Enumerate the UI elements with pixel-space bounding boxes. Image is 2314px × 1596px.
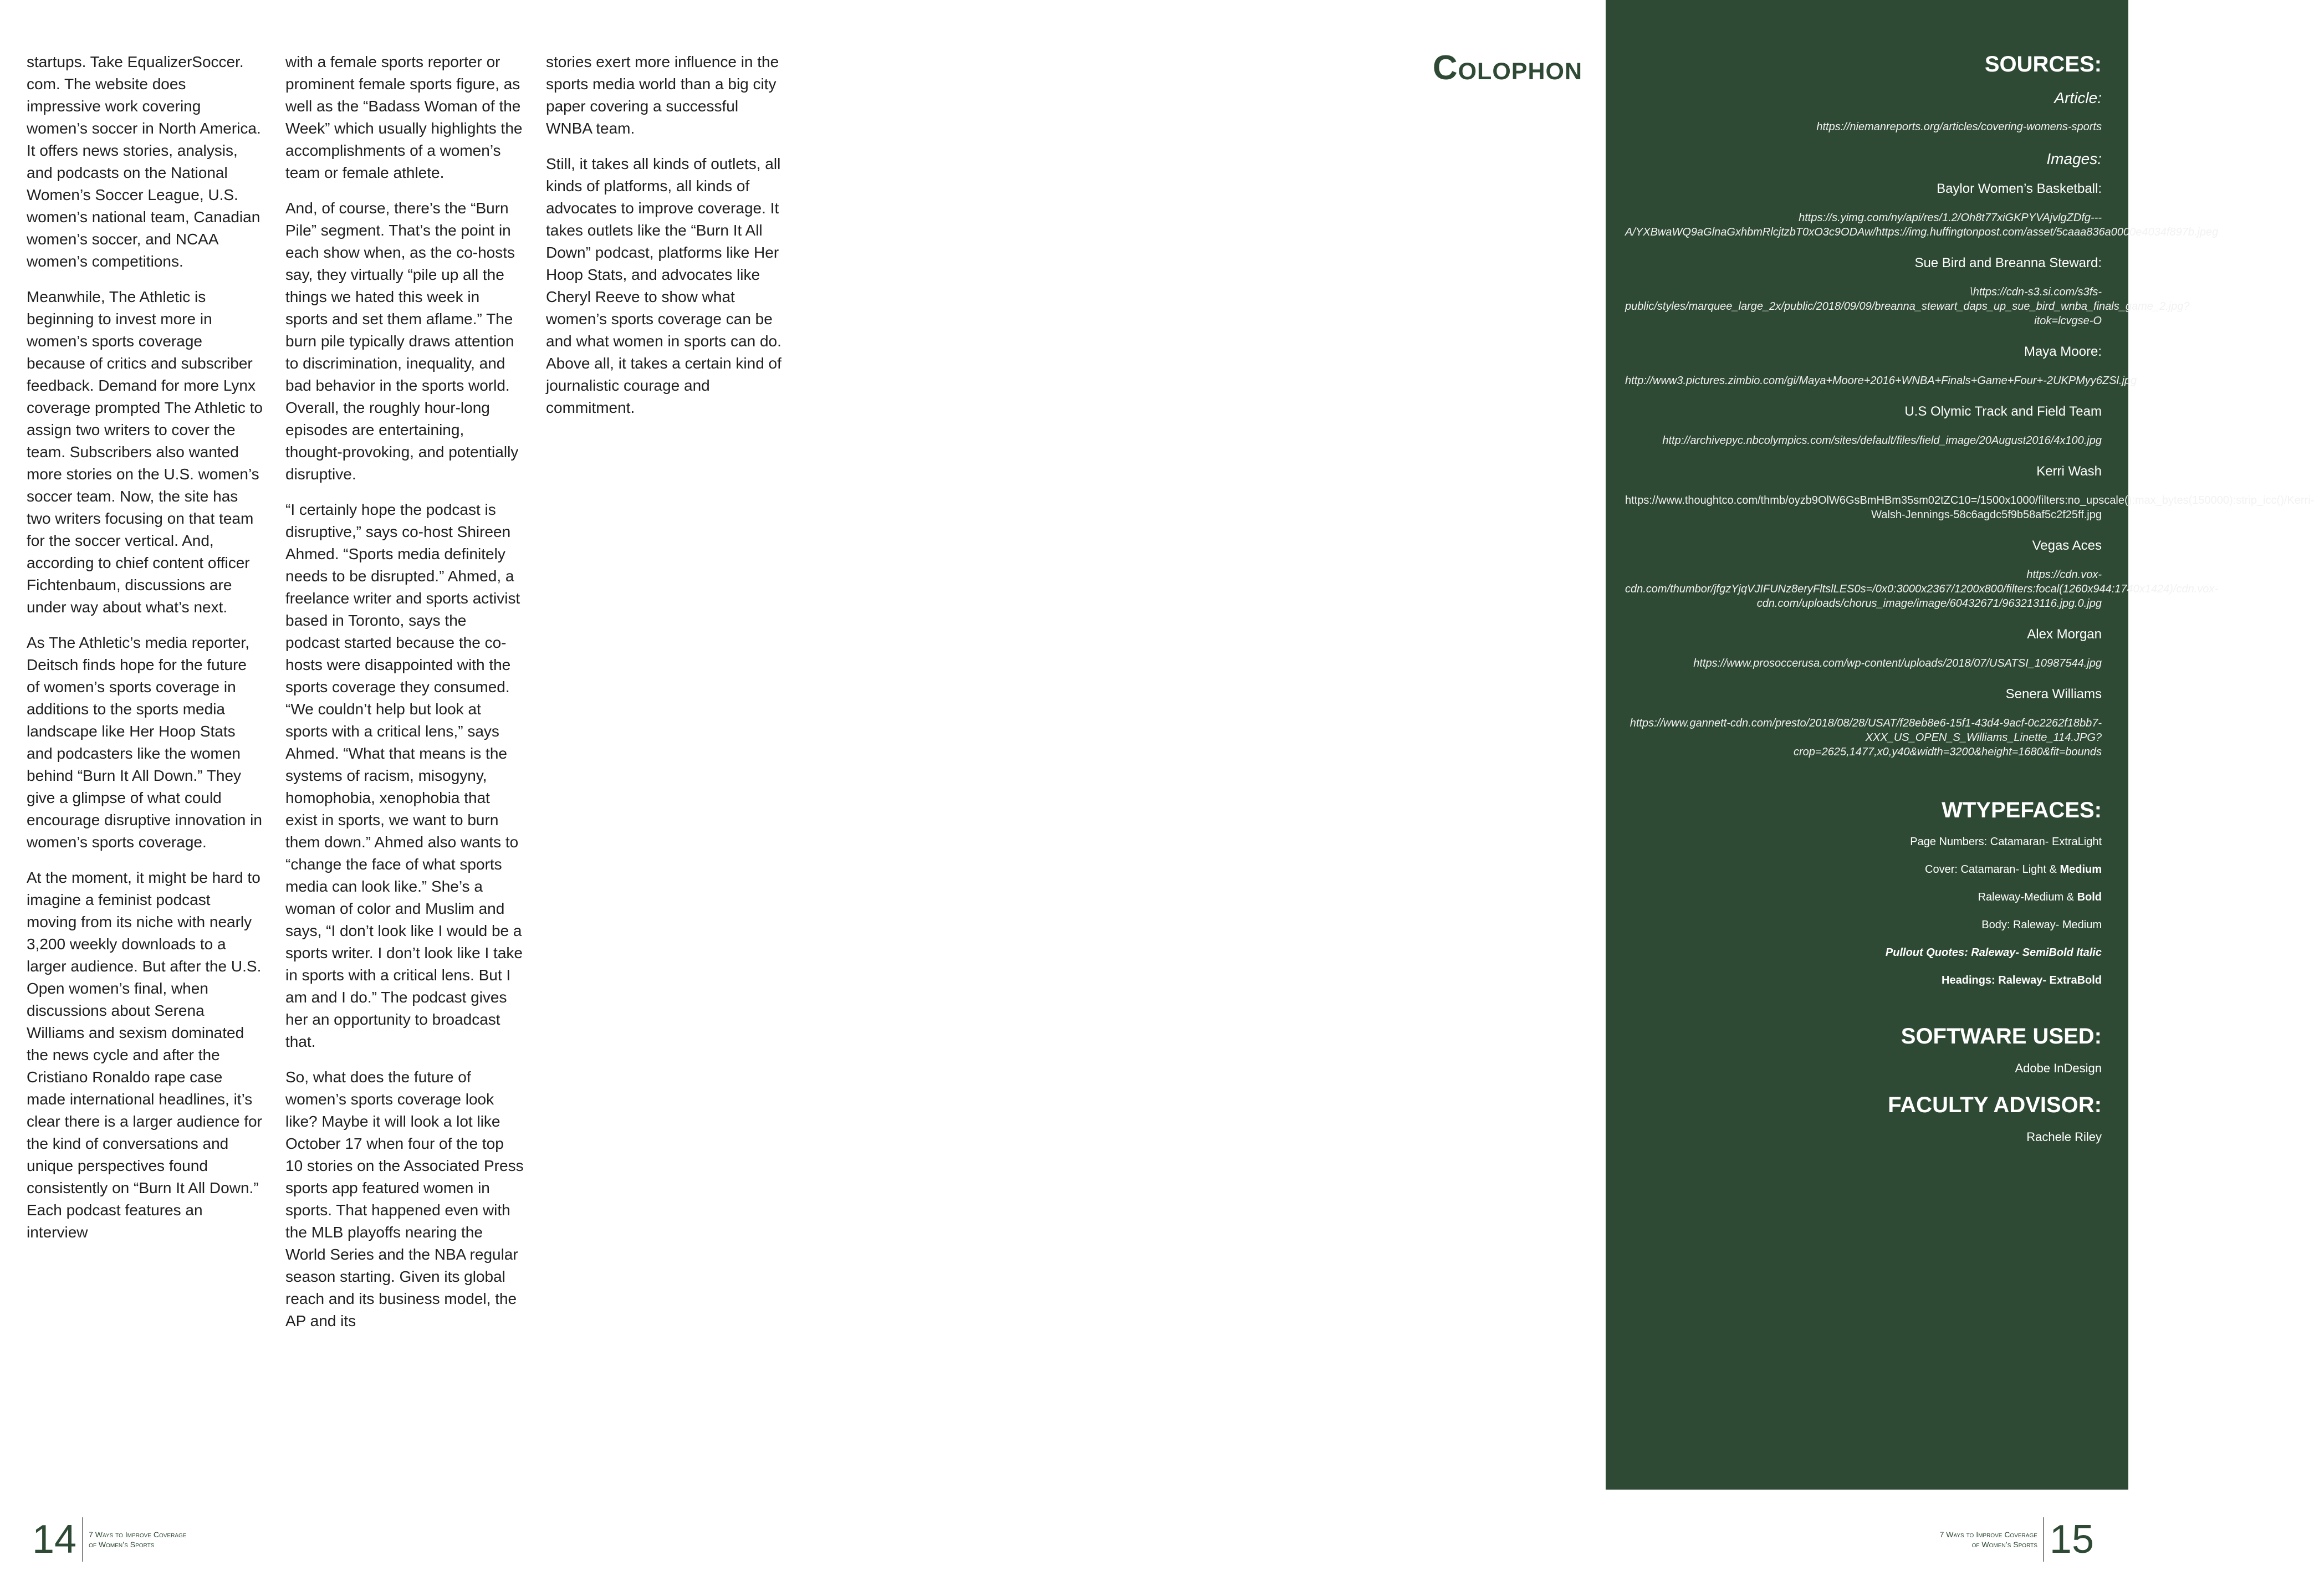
- typeface-raleway-bold: Bold: [2077, 891, 2102, 903]
- running-title-line-1: 7 Ways to Improve Coverage: [89, 1530, 187, 1539]
- image-source-label: Kerri Wash: [2036, 464, 2102, 479]
- software-heading: SOFTWARE USED:: [1901, 1024, 2102, 1048]
- paragraph: stories exert more influence in the sports media world than a big city paper covering a successful WNBA team.: [546, 53, 779, 137]
- sources-heading: SOURCES:: [1984, 52, 2102, 76]
- typefaces-heading: WTYPEFACES:: [1942, 798, 2102, 822]
- paragraph: with a female sports reporter or prominent female sports figure, as well as the “Badass Woman of the Week” which usually highlights the accomplishments of a women’s team or female athlete.: [285, 53, 523, 181]
- article-url: https://niemanreports.org/articles/covering-womens-sports: [1816, 121, 2102, 133]
- typeface-cover-bold: Medium: [2060, 863, 2102, 876]
- article-column-2: [285, 51, 524, 1346]
- paragraph: So, what does the future of women’s sports coverage look like? Maybe it will look a lot like October 17 when four of the top 10 stories on the Associated Press sports app featured women in sports. That happened even with the MLB playoffs nearing the World Series and the NBA regular season starting. Given its global reach and its business model, the AP and its: [285, 1068, 524, 1329]
- image-source-label: Alex Morgan: [2027, 627, 2102, 642]
- images-label: Images:: [2046, 150, 2102, 167]
- typeface-raleway: [1625, 890, 2102, 904]
- image-source-url: https://cdn.vox-cdn.com/thumbor/jfgzYjqVJIFUNz8eryFltslLES0s=/0x0:3000x2367/1200x800/filters:focal(1260x944:1740x1424)/cdn.vox-cdn.com/uploads/chorus_image/image/60432671/963213116.jpg.0.jpg: [1625, 569, 2219, 610]
- typeface-cover: [1625, 862, 2102, 877]
- typeface-cover-text: Cover: Catamaran- Light &: [1925, 863, 2060, 876]
- running-title: [89, 1530, 186, 1549]
- typeface-body: Body: Raleway- Medium: [1981, 919, 2102, 931]
- image-source-url: https://www.prosoccerusa.com/wp-content/uploads/2018/07/USATSI_10987544.jpg: [1693, 657, 2102, 669]
- colophon-title: Colophon: [1432, 49, 1582, 87]
- image-source-label: Vegas Aces: [2032, 538, 2102, 553]
- paragraph: Meanwhile, The Athletic is beginning to invest more in women’s sports coverage because of critics and subscriber feedback. Demand for more Lynx coverage prompted The Athletic to assign two writers to cover the team. Subscribers also wanted more stories on the U.S. women’s soccer team. Now, the site has two writers focusing on that team for the soccer vertical. And, according to chief content officer Fichtenbaum, discussions are under way about what’s next.: [27, 288, 263, 616]
- page-number: 15: [2049, 1517, 2094, 1562]
- typeface-pullout: Pullout Quotes: Raleway- SemiBold Italic: [1885, 947, 2102, 959]
- image-source-url: http://archivepyc.nbcolympics.com/sites/default/files/field_image/20August2016/4x100.jpg: [1662, 434, 2102, 447]
- typeface-headings: Headings: Raleway- ExtraBold: [1942, 974, 2102, 986]
- page-folio-left: [32, 1517, 186, 1562]
- spacer: [1625, 775, 2102, 797]
- image-source-url: http://www3.pictures.zimbio.com/gi/Maya+Moore+2016+WNBA+Finals+Game+Four+-2UKPMyy6ZSl.jpg: [1625, 375, 2137, 387]
- advisor-heading: FACULTY ADVISOR:: [1888, 1093, 2102, 1117]
- spacer: [1625, 1001, 2102, 1023]
- page-folio-right: [1940, 1517, 2094, 1562]
- paragraph: At the moment, it might be hard to imagine a feminist podcast moving from its niche with nearly 3,200 weekly downloads to a larger audience. But after the U.S. Open women’s final, when discussions about Serena Williams and sexism dominated the news cycle and after the Cristiano Ronaldo rape case made international headlines, it’s clear there is a larger audience for the kind of conversations and unique perspectives found consistently on “Burn It All Down.” Each podcast features an interview: [27, 869, 262, 1241]
- image-source-url: https://www.thoughtco.com/thmb/oyzb9OlW6GsBmHBm35sm02tZC10=/1500x1000/filters:no_upscale():max_bytes(150000):strip_icc()/Kerri-Walsh-Jennings-58c6agdc5f9b58af5c2f25ff.jpg: [1625, 494, 2314, 521]
- software-value: Adobe InDesign: [2015, 1061, 2102, 1075]
- image-source-label: Maya Moore:: [2024, 344, 2102, 359]
- colophon-panel: [1606, 0, 2314, 1490]
- running-title-line-2: of Women’s Sports: [89, 1540, 155, 1549]
- image-source-label: Sue Bird and Breanna Steward:: [1914, 255, 2102, 270]
- image-source-label: Baylor Women’s Basketball:: [1937, 181, 2102, 196]
- running-title: [1940, 1530, 2037, 1549]
- typeface-raleway-text: Raleway-Medium &: [1978, 891, 2077, 903]
- image-source-url: https://s.yimg.com/ny/api/res/1.2/Oh8t77xiGKPYVAjvlgZDfg---A/YXBwaWQ9aGlnaGxhbmRlcjtzbT0xO3c9ODAw/https://img.huffingtonpost.com/asset/5caaa836a0000e4034f897b.jpeg: [1625, 212, 2219, 238]
- article-label: Article:: [2054, 89, 2102, 106]
- right-page: [1064, 0, 2314, 1596]
- image-source-url: \https://cdn-s3.si.com/s3fs-public/styles/marquee_large_2x/public/2018/09/09/breanna_stewart_daps_up_sue_bird_wnba_finals_game_2.jpg?itok=lcvgse-O: [1625, 286, 2190, 327]
- page-number: 14: [32, 1517, 77, 1562]
- running-title-line-1: 7 Ways to Improve Coverage: [1939, 1530, 2037, 1539]
- typeface-page-numbers: Page Numbers: Catamaran- ExtraLight: [1910, 836, 2102, 848]
- running-title-line-2: of Women’s Sports: [1971, 1540, 2037, 1549]
- image-source-url: https://www.gannett-cdn.com/presto/2018/08/28/USAT/f28eb8e6-15f1-43d4-9acf-0c2262f18bb7-XXX_US_OPEN_S_Williams_Linette_114.JPG?crop=2625,1477,x0,y40&width=3200&height=1680&fit=bounds: [1629, 717, 2102, 758]
- left-page: [0, 0, 1064, 1596]
- colophon-content: [1625, 51, 2314, 1160]
- paragraph: As The Athletic’s media reporter, Deitsch finds hope for the future of women’s sports coverage in additions to the sports media landscape like Her Hoop Stats and podcasters like the women behind “Burn It All Down.” They give a glimpse of what could encourage disruptive innovation in women’s sports coverage.: [27, 634, 262, 851]
- paragraph: “I certainly hope the podcast is disruptive,” says co-host Shireen Ahmed. “Sports media definitely needs to be disrupted.” Ahmed, a freelance writer and sports activist based in Toronto, says the podcast started because the co-hosts were disappointed with the sports coverage they consumed. “We couldn’t help but look at sports with a critical lens,” says Ahmed. “What that means is the systems of racism, misogyny, homophobia, xenophobia that exist in sports, we want to burn them down.” Ahmed also wants to “change the face of what sports media can look like.” She’s a woman of color and Muslim and says, “I don’t look like I would be a sports writer. I don’t look like I take in sports with a critical lens. But I am and I do.” The podcast gives her an opportunity to broadcast that.: [285, 501, 523, 1050]
- paragraph: startups. Take EqualizerSoccer. com. The website does impressive work covering women’s soccer in North America. It offers news stories, analysis, and podcasts on the National Women’s Soccer League, U.S. women’s national team, Canadian women’s soccer, and NCAA women’s competitions.: [27, 53, 261, 270]
- image-source-label: Senera Williams: [2005, 687, 2102, 702]
- paragraph: Still, it takes all kinds of outlets, all kinds of platforms, all kinds of advocates to improve coverage. It takes outlets like the “Burn It All Down” podcast, platforms like Her Hoop Stats, and advocates like Cheryl Reeve to show what women’s sports coverage can be and what women in sports can do. Above all, it takes a certain kind of journalistic courage and commitment.: [546, 155, 781, 416]
- image-source-label: U.S Olymic Track and Field Team: [1904, 404, 2102, 419]
- folio-divider: [2043, 1517, 2044, 1562]
- folio-divider: [82, 1517, 83, 1562]
- article-column-1: [27, 51, 264, 1257]
- advisor-value: Rachele Riley: [2026, 1130, 2102, 1144]
- article-column-3: [546, 51, 784, 432]
- paragraph: And, of course, there’s the “Burn Pile” segment. That’s the point in each show when, as the co-hosts say, they virtually “pile up all the things we hated this week in sports and set them aflame.” The burn pile typically draws attention to discrimination, inequality, and bad behavior in the sports world. Overall, the roughly hour-long episodes are entertaining, thought-provoking, and potentially disruptive.: [285, 200, 519, 483]
